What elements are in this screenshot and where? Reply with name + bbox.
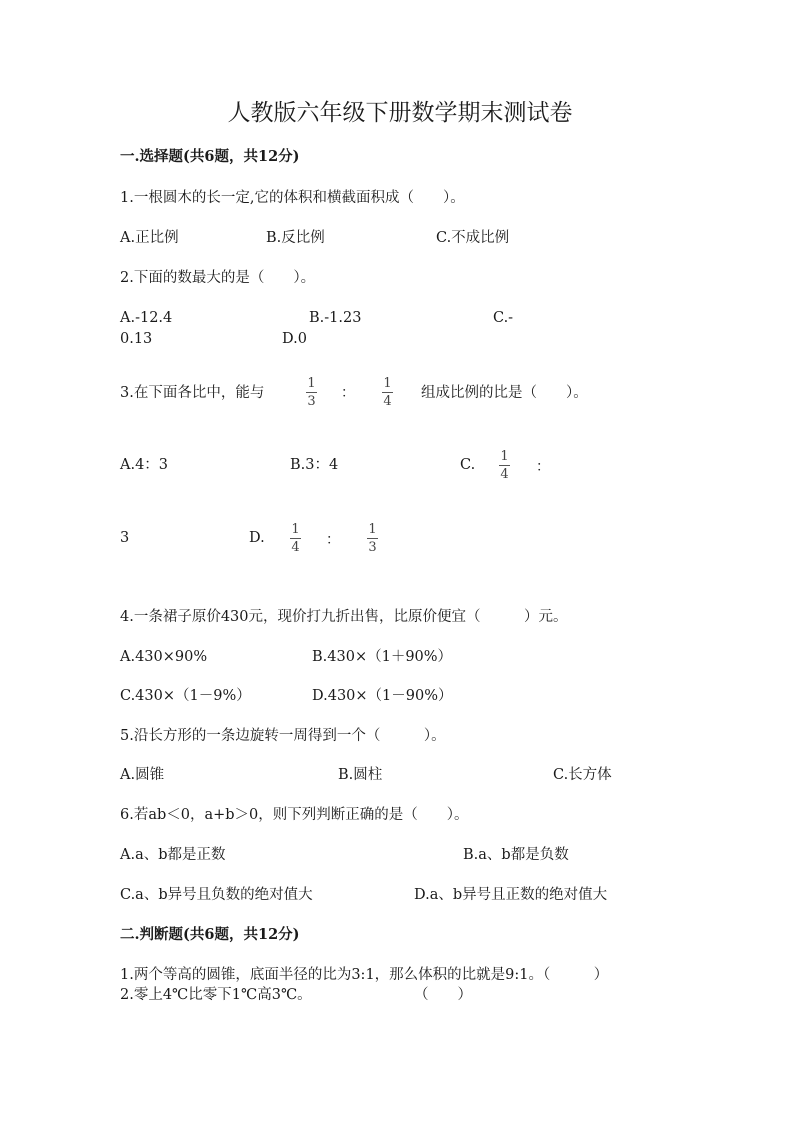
q3-option-d-label: D. (249, 530, 265, 546)
q4-stem: 4.一条裙子原价430元，现价打九折出售，比原价便宜（ ）元。 (120, 609, 568, 625)
q6-stem: 6.若ab＜0，a+b＞0，则下列判断正确的是（ ）。 (120, 807, 469, 823)
q2-stem: 2.下面的数最大的是（ ）。 (120, 270, 316, 286)
q3-option-d-fraction-1 (290, 522, 301, 555)
fraction-numerator: 1 (383, 376, 392, 391)
q1-stem: 1.一根圆木的长一定,它的体积和横截面积成（ ）。 (120, 190, 465, 206)
q3-fraction-one-quarter (382, 376, 393, 409)
q3-option-a: A.4：3 (120, 457, 169, 473)
fraction-bar (367, 538, 378, 539)
q6-option-a: A.a、b都是正数 (120, 847, 226, 863)
q6-option-d: D.a、b异号且正数的绝对值大 (414, 887, 608, 903)
fraction-denominator: 4 (383, 394, 392, 409)
fraction-denominator: 4 (500, 467, 509, 482)
fraction-bar (290, 538, 301, 539)
judge-q2-answer-paren: （ ） (414, 987, 472, 1003)
q4-option-b: B.430×（1＋90%） (312, 649, 453, 665)
section2-heading: 二.判断题(共6题，共12分) (120, 926, 300, 943)
fraction-denominator: 3 (307, 394, 316, 409)
q4-option-c: C.430×（1－9%） (120, 688, 251, 704)
q2-option-d: D.0 (282, 331, 307, 347)
q2-option-c-cont: 0.13 (120, 331, 153, 347)
fraction-numerator: 1 (368, 522, 377, 537)
q3-option-c-tail: 3 (120, 530, 130, 546)
q5-option-b: B.圆柱 (338, 767, 383, 783)
q2-option-b: B.-1.23 (309, 310, 362, 326)
q1-option-a: A.正比例 (120, 230, 179, 246)
fraction-bar (306, 392, 317, 393)
fraction-numerator: 1 (291, 522, 300, 537)
q5-stem: 5.沿长方形的一条边旋转一周得到一个（ ）。 (120, 728, 446, 744)
q5-option-c: C.长方体 (553, 767, 612, 783)
fraction-denominator: 3 (368, 540, 377, 555)
q3-stem-post: 组成比例的比是（ ）。 (421, 385, 588, 401)
q5-option-a: A.圆锥 (120, 767, 165, 783)
q6-option-c: C.a、b异号且负数的绝对值大 (120, 887, 313, 903)
q3-option-b: B.3：4 (290, 457, 339, 473)
fraction-denominator: 4 (291, 540, 300, 555)
judge-q1-stem: 1.两个等高的圆锥，底面半径的比为3:1，那么体积的比就是9:1。（ ） (120, 967, 609, 983)
q3-option-d-fraction-2 (367, 522, 378, 555)
fraction-bar (499, 465, 510, 466)
q3-colon: ： (341, 385, 355, 401)
q2-option-a: A.-12.4 (120, 310, 173, 326)
q3-option-c-label: C. (460, 457, 476, 473)
q1-option-c: C.不成比例 (436, 230, 510, 246)
q3-option-d-colon: ： (326, 532, 340, 548)
fraction-numerator: 1 (500, 449, 509, 464)
fraction-bar (382, 392, 393, 393)
page-title: 人教版六年级下册数学期末测试卷 (227, 100, 573, 126)
q2-option-c: C.- (493, 310, 514, 326)
q4-option-d: D.430×（1－90%） (312, 688, 453, 704)
q1-option-b: B.反比例 (266, 230, 325, 246)
fraction-numerator: 1 (307, 376, 316, 391)
q3-option-c-colon: ： (536, 459, 550, 475)
q3-stem-pre: 3.在下面各比中，能与 (120, 385, 265, 401)
q3-fraction-one-third (306, 376, 317, 409)
judge-q2-stem: 2.零上4℃比零下1℃高3℃。 (120, 987, 312, 1003)
q4-option-a: A.430×90% (120, 649, 208, 665)
q6-option-b: B.a、b都是负数 (463, 847, 569, 863)
section1-heading: 一.选择题(共6题，共12分) (120, 148, 300, 165)
q3-option-c-fraction (499, 449, 510, 482)
